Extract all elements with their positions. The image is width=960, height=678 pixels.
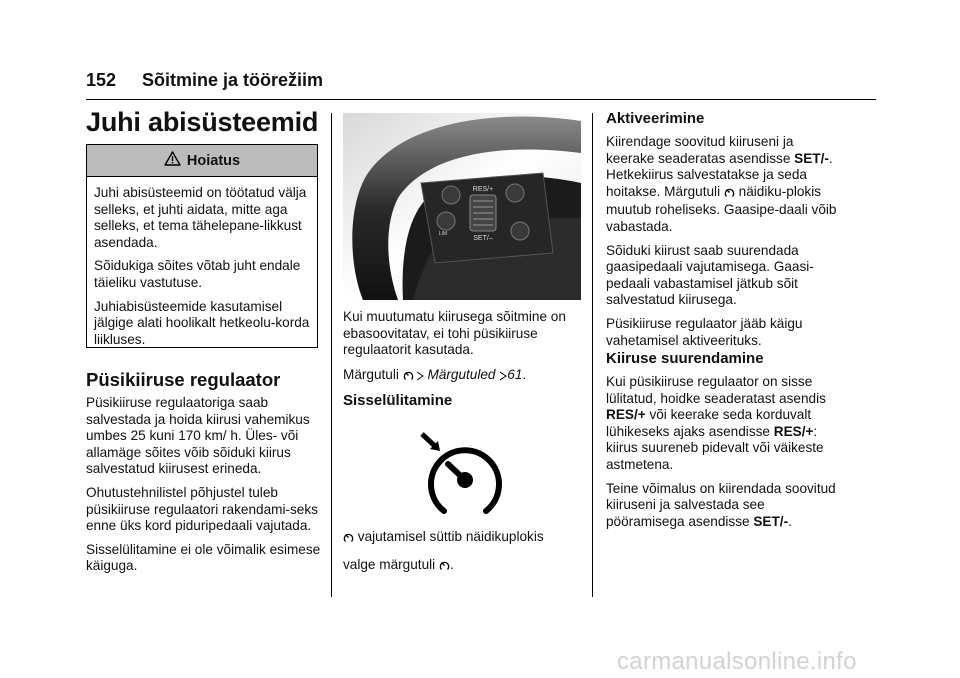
indicator-reference	[343, 367, 581, 386]
lamp-end: .	[449, 556, 454, 572]
warning-header	[87, 145, 317, 177]
cruise-control-icon	[439, 559, 450, 576]
set-label: SET/–	[473, 235, 493, 242]
set-label-bold: SET/-	[794, 150, 829, 166]
lim-label: LIM	[438, 231, 448, 237]
press-text-line	[343, 529, 581, 548]
cruise-control-icon	[724, 186, 735, 203]
header-rule	[86, 99, 876, 100]
page-number: 152	[86, 70, 117, 90]
warning-paragraph: Juhiabisüsteemide kasutamisel jälgige alati hoolikalt hetkeolu-korda liikluses.	[94, 298, 310, 347]
res-label-bold: RES/+	[606, 407, 646, 423]
cruise-paragraph: Sisselülitamine ei ole võimalik esimese käiguga.	[86, 541, 321, 574]
watermark: carmanualsonline.info	[617, 648, 857, 675]
switch-on-heading: Sisselülitamine	[343, 392, 453, 409]
lamp-text: valge märgutuli	[343, 556, 436, 572]
speed-increase-heading: Kiiruse suurendamine	[606, 350, 764, 367]
warning-box	[86, 144, 318, 348]
cruise-paragraph: Püsikiiruse regulaatoriga saab salvestada ja hoida kiirusi vahemikus umbes 25 kuni 170 km/ h. Üles- või allamäge sõites võib sõiduki kiirus salvestatud kiirusest erineda.	[86, 395, 310, 477]
increase-paragraph: Teine võimalus on kiirendada soovitud kiiruseni ja salvestada see pööramisega asendisse SET/-.	[606, 480, 836, 529]
cruise-control-icon	[343, 531, 354, 548]
warning-paragraph: Juhi abisüsteemid on töötatud välja selleks, et juhti aidata, mitte aga selleks, et tema tähelepane-likkust asendada.	[94, 185, 307, 250]
warning-title: Hoiatus	[186, 152, 241, 169]
cruise-control-heading: Püsikiiruse regulaator	[86, 369, 281, 390]
activation-paragraph: Püsikiiruse regulaator jääb käigu vahetamisel aktiveerituks.	[606, 315, 803, 348]
res-label-bold: RES/+	[773, 423, 814, 439]
indicator-prefix: Märgutuli	[343, 366, 399, 382]
chapter-title: Sõitmine ja töörežiim	[142, 70, 324, 90]
press-text: vajutamisel süttib näidikuplokis	[357, 529, 544, 544]
steering-wheel-photo	[343, 113, 581, 300]
warning-paragraph: Sõidukiga sõites võtab juht endale täieliku vastutuse.	[94, 258, 301, 290]
lamp-text-line	[343, 557, 581, 576]
cruise-control-icon	[403, 369, 414, 386]
indicator-end: .	[522, 366, 527, 382]
column-divider-right	[592, 113, 593, 597]
set-label-bold: SET/-	[753, 513, 789, 529]
intro-paragraph: Kui muutumatu kiirusega sõitmine on ebasoovitatav, ei tohi püsikiiruse regulaatorit kasutada.	[343, 309, 566, 358]
indicator-page[interactable]: 61	[507, 366, 523, 382]
warning-triangle-icon	[164, 151, 181, 170]
res-label: RES/+	[472, 186, 494, 193]
indicator-link[interactable]: Märgutuled	[427, 366, 496, 382]
column-divider-left	[331, 113, 332, 597]
cruise-button-icon	[418, 431, 510, 522]
section-title: Juhi abisüsteemid	[86, 107, 319, 137]
activation-paragraph: Sõiduki kiirust saab suurendada gaasipedaali vajutamisega. Gaasi-pedaali vabastamisel jätkub sõit salvestatud kiirusega.	[606, 242, 814, 308]
activation-paragraph: Kiirendage soovitud kiiruseni ja keerake seaderatas asendisse SET/-. Hetkekiirus salvestatakse ja seda hoitakse. Märgutuli näidiku-plokis muutub roheliseks. Gaasipe-daali võib vabastada.	[606, 134, 837, 234]
activation-heading: Aktiveerimine	[606, 110, 705, 127]
cruise-paragraph: Ohutustehnilistel põhjustel tuleb püsikiiruse regulaatori rakendami-seks enne üks kord piduripedaali vajutada.	[86, 484, 318, 534]
increase-paragraph: Kui püsikiiruse regulaator on sisse lülitatud, hoidke seaderatast asendis RES/+ või keerake seda korduvalt lühikeseks ajaks asendisse RES/+: kiirus suureneb pidevalt või väikeste astmetena.	[606, 374, 826, 472]
reference-arrow-icon	[416, 369, 424, 386]
